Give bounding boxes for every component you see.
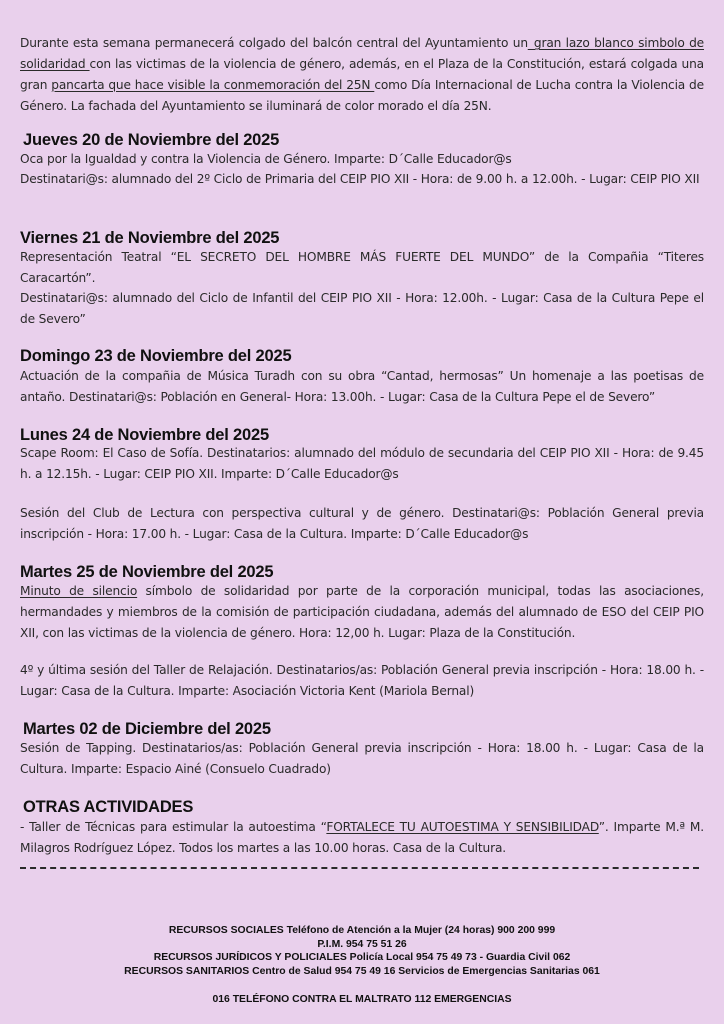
footer-line-sanitarios [0, 965, 724, 978]
intro-underlined-lazo: _gran lazo blanco simbolo de solidaridad [20, 36, 705, 71]
footer-label: RECURSOS SOCIALES [168, 925, 284, 936]
intro-text: como Día Internacional de Lucha contra la Violencia de Género. La fachada del Ayuntamiento se iluminará de color morado el día 25N. [20, 78, 704, 113]
intro-paragraph [20, 33, 704, 117]
day-paragraph: Actuación de la compañia de Música Turadh con su obra “Cantad, hermosas” Un homenaje a las poetisas de antaño. Destinatari@s: Población en General- Hora: 13.00h. - Lugar: Casa de la Cultura Pepe el de Severo” [20, 369, 704, 404]
footer-line-pim: P.I.M. 954 75 51 26 [317, 939, 407, 950]
day-paragraph: Destinatari@s: alumnado del Ciclo de Infantil del CEIP PIO XII - Hora: 12.00h. - Lugar: Casa de la Cultura Pepe el de Severo” [20, 291, 704, 326]
day-heading: Martes 02 de Diciembre del 2025 [23, 720, 271, 738]
intro-underlined-pancarta: pancarta que hace visible la conmemoración del 25N [51, 78, 375, 92]
day-paragraph: Sesión del Club de Lectura con perspectiva cultural y de género. Destinatari@s: Población General previa inscripción - Hora: 17.00 h. - Lugar: Casa de la Cultura. Imparte: D´Calle Educador@s [20, 506, 704, 541]
day-heading: Martes 25 de Noviembre del 2025 [20, 563, 274, 581]
footer-label: RECURSOS SANITARIOS [124, 966, 250, 977]
day-paragraph: 4º y última sesión del Taller de Relajación. Destinatarios/as: Población General previa inscripción - Hora: 18.00 h. - Lugar: Casa de la Cultura. Imparte: Asociación Victoria Kent (Mariola Bernal) [20, 663, 704, 698]
minuto-silencio-underlined: Minuto de silencio [20, 584, 138, 598]
day-paragraph: Destinatari@s: alumnado del 2º Ciclo de Primaria del CEIP PIO XII - Hora: de 9.00 h. a 12.00h. - Lugar: CEIP PIO XII [20, 172, 700, 186]
footer-label: RECURSOS JURÍDICOS Y POLICIALES [153, 952, 347, 963]
day-paragraph: Oca por la Igualdad y contra la Violencia de Género. Imparte: D´Calle Educador@s [20, 152, 512, 166]
day-paragraph: Scape Room: El Caso de Sofía. Destinatarios: alumnado del módulo de secundaria del CEIP PIO XII - Hora: de 9.45 h. a 12.15h. - Lugar: CEIP PIO XII. Imparte: D´Calle Educador@s [20, 446, 704, 481]
dashed-divider [20, 867, 699, 869]
day-heading: Viernes 21 de Noviembre del 2025 [20, 229, 280, 247]
footer-line-sociales [0, 924, 724, 937]
footer-text: Policía Local 954 75 49 73 - Guardia Civil 062 [346, 952, 571, 963]
footer-text: Centro de Salud 954 75 49 16 Servicios de Emergencias Sanitarias 061 [249, 966, 600, 977]
otras-heading: OTRAS ACTIVIDADES [23, 798, 194, 816]
intro-text: con las victimas de la violencia de género, además, en el Plaza de la Constitución, estará colgada una gran [20, 57, 704, 92]
otras-underlined-title: FORTALECE TU AUTOESTIMA Y SENSIBILIDAD [326, 820, 599, 834]
day-paragraph: Sesión de Tapping. Destinatarios/as: Población General previa inscripción - Hora: 18.00 h. - Lugar: Casa de la Cultura. Imparte: Espacio Ainé (Consuelo Cuadrado) [20, 741, 704, 776]
day-paragraph [20, 581, 704, 644]
footer-line-emergencias: 016 TELÉFONO CONTRA EL MALTRATO 112 EMERGENCIAS [212, 994, 512, 1005]
intro-text: Durante esta semana permanecerá colgado del balcón central del Ayuntamiento un [20, 36, 528, 50]
otras-text: - Taller de Técnicas para estimular la autoestima “ [20, 820, 327, 834]
day-heading: Domingo 23 de Noviembre del 2025 [20, 347, 292, 365]
day-heading: Lunes 24 de Noviembre del 2025 [20, 426, 269, 444]
otras-text: ”. Imparte M.ª M. Milagros Rodríguez López. Todos los martes a las 10.00 horas. Casa de la Cultura. [20, 820, 704, 855]
otras-paragraph [20, 817, 704, 859]
footer-text: Teléfono de Atención a la Mujer (24 horas) 900 200 999 [283, 925, 556, 936]
footer-line-juridicos [0, 951, 724, 964]
day-text: símbolo de solidaridad por parte de la corporación municipal, todas las asociaciones, hermandades y miembros de la comisión de participación ciudadana, además del alumnado de ESO del CEIP PIO XII, con las victimas de la violencia de género. Hora: 12,00 h. Lugar: Plaza de la Constitución. [20, 584, 704, 640]
day-heading: Jueves 20 de Noviembre del 2025 [23, 131, 280, 149]
day-paragraph: Representación Teatral “EL SECRETO DEL HOMBRE MÁS FUERTE DEL MUNDO” de la Compañia “Titeres Caracartón”. [20, 250, 704, 285]
